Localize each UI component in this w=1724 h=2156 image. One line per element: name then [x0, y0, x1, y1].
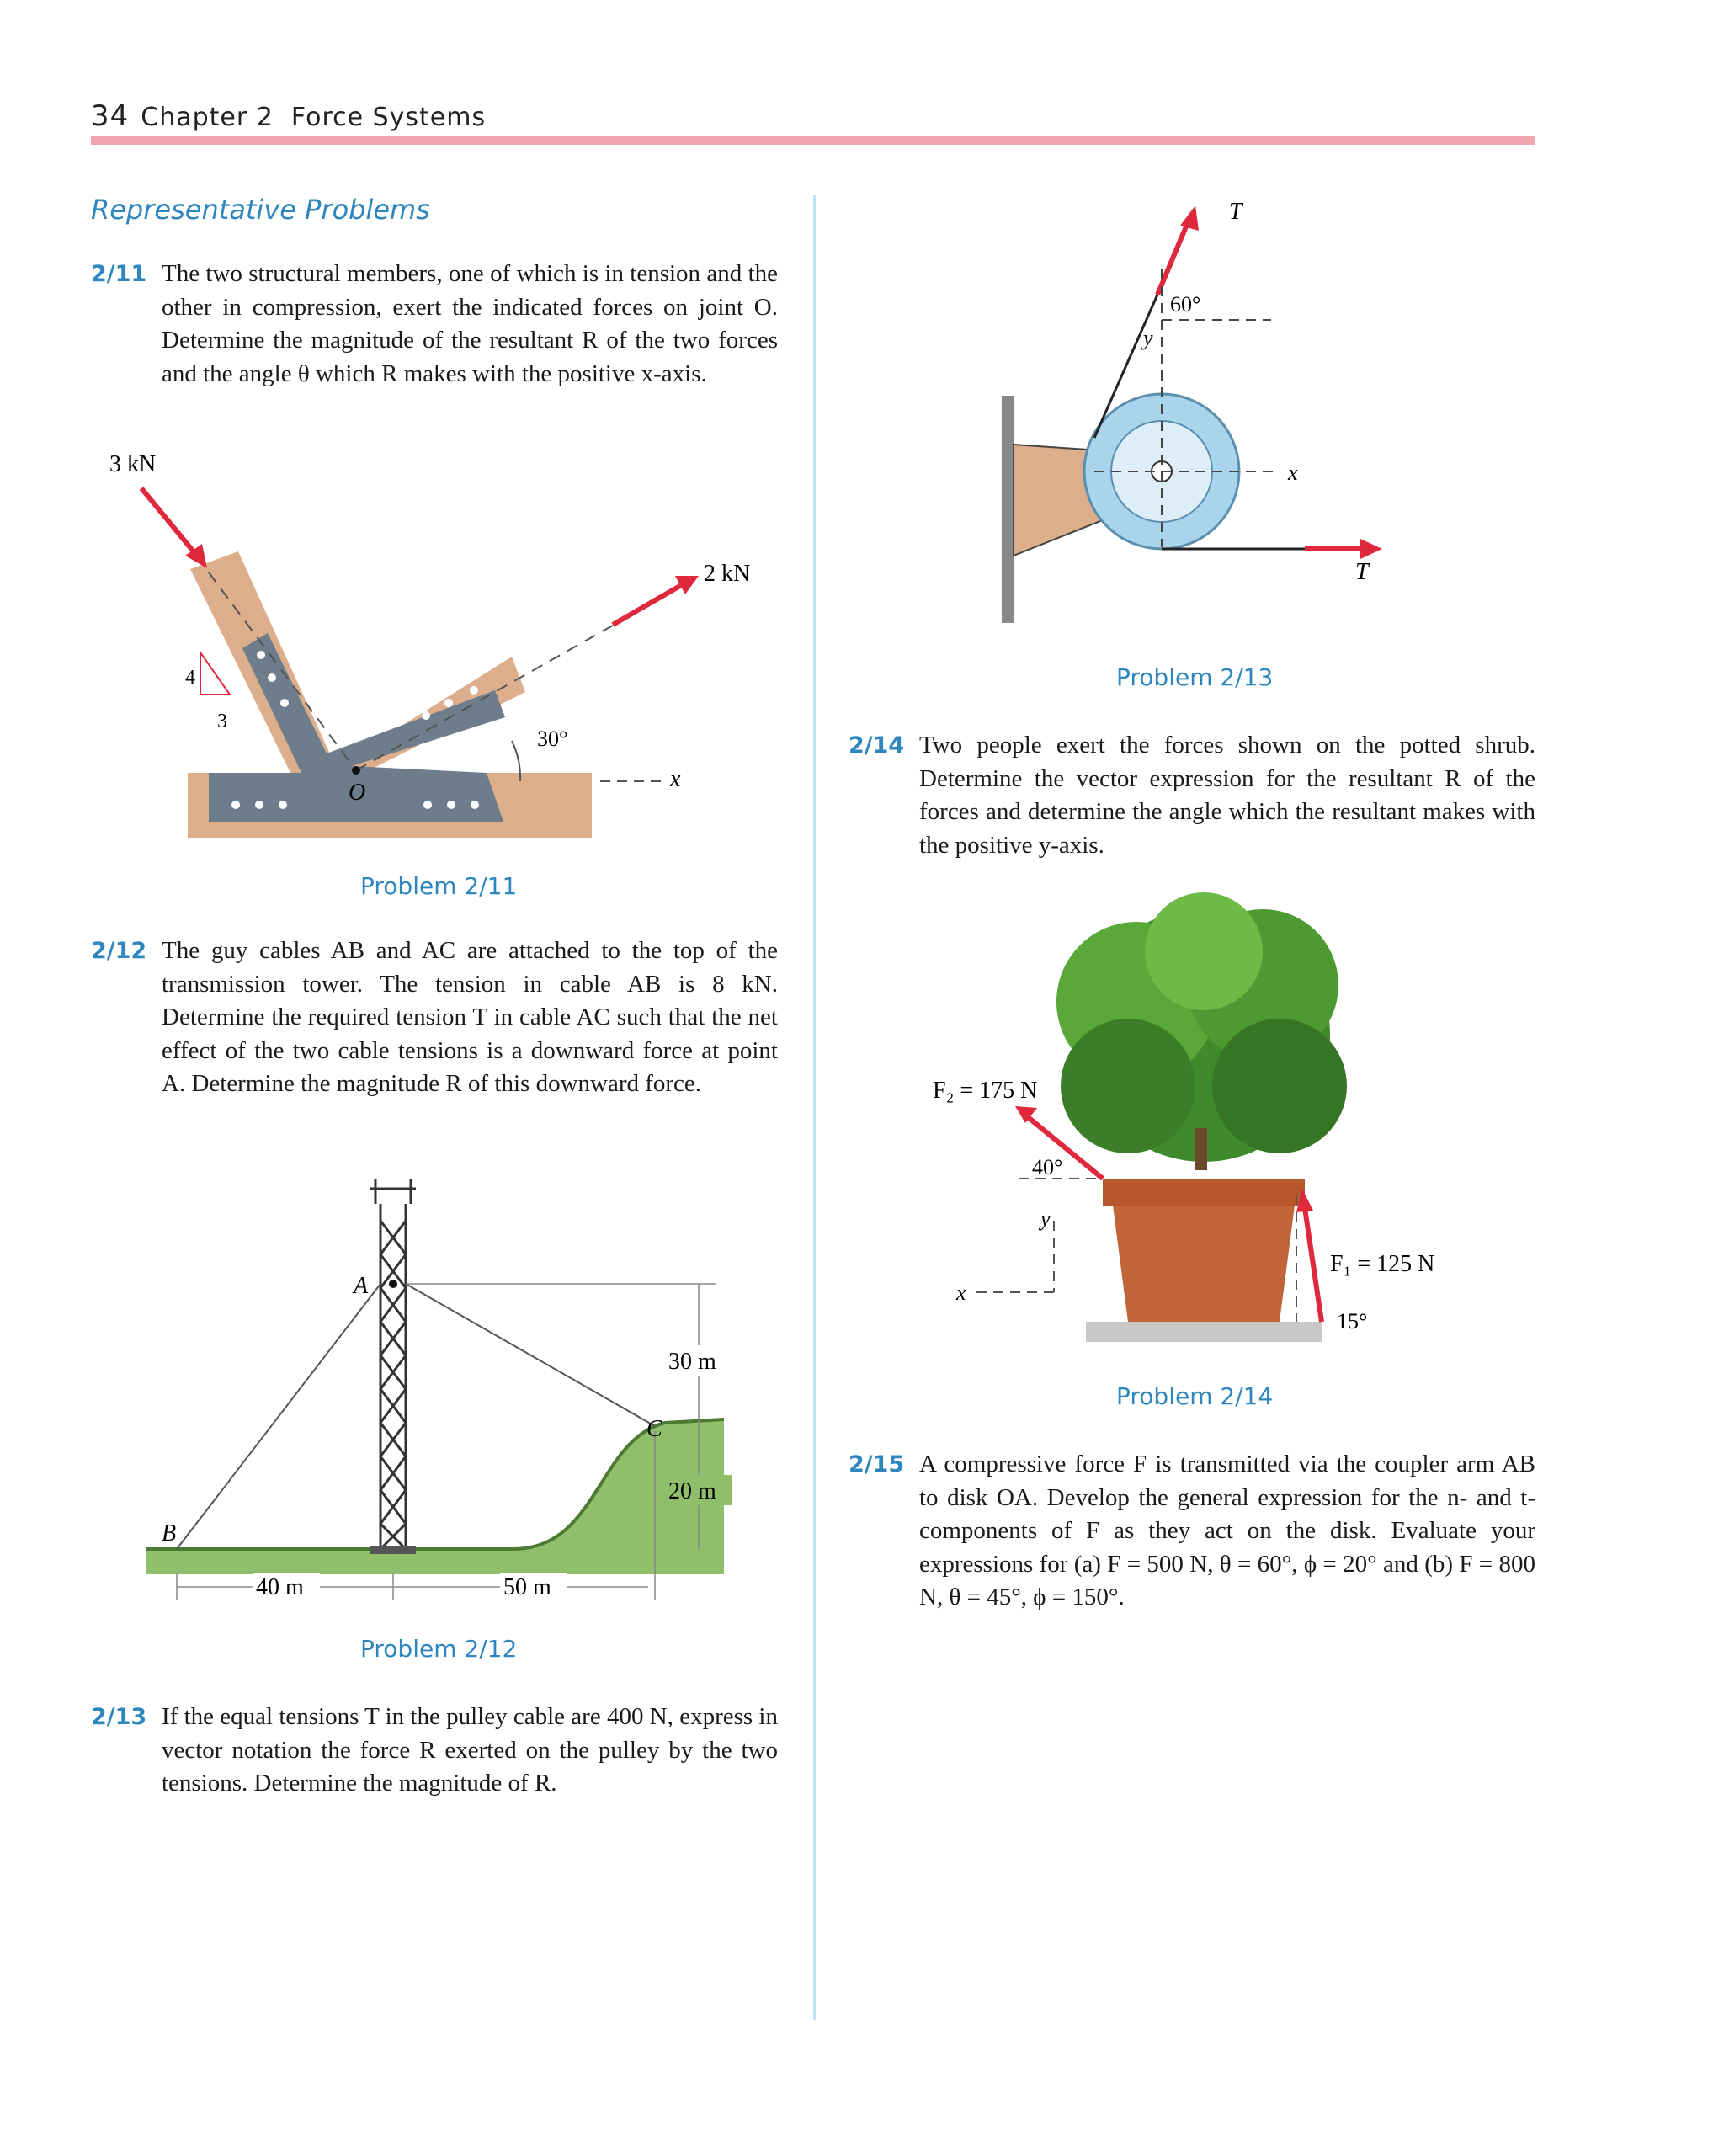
force-3kn-label: 3 kN — [109, 451, 157, 477]
point-b-label: B — [162, 1520, 177, 1546]
page-header — [91, 99, 486, 133]
force-2kn-arrow — [613, 583, 684, 625]
point-a-label: A — [354, 1273, 369, 1299]
force-2kn-label: 2 kN — [704, 561, 751, 587]
cable-ac — [406, 1284, 655, 1426]
cable-ab — [177, 1284, 380, 1549]
x-axis-label: x — [956, 1280, 966, 1305]
force-3kn-arrow — [141, 488, 200, 560]
problem-number: 2/15 — [849, 1451, 905, 1477]
tension-top-arrow — [1157, 221, 1189, 295]
header-rule — [91, 136, 1535, 145]
slope-rise-label: 4 — [185, 667, 195, 689]
dim-50m-label: 50 m — [503, 1574, 551, 1600]
tension-top-label: T — [1229, 199, 1242, 225]
problem-text: The guy cables AB and AC are attached to the top of the transmission tower. The tension in cable AB is 8 kN. Determine the required tension T in cable AC such that the net effect of the two cable tensions is a downward force at point A. Determine the magnitude R of this downward force. — [162, 937, 778, 1097]
problem-number: 2/11 — [91, 261, 147, 287]
point-o-label: O — [349, 780, 366, 806]
point-c-label: C — [646, 1416, 662, 1442]
point-a — [389, 1280, 397, 1288]
tower-base — [370, 1546, 416, 1554]
figure-2-13 — [993, 194, 1431, 631]
caption-2-13: Problem 2/13 — [1116, 663, 1274, 691]
tension-right-label: T — [1355, 559, 1369, 585]
problem-text: The two structural members, one of which is in tension and the other in compression, exert the indicated forces on joint O. Determine the magnitude of the resultant R of the two forces and the angle θ which R makes with the positive x-axis. — [162, 260, 778, 387]
figure-2-11 — [91, 446, 751, 867]
force-1-label: F₁ = 125 N — [1330, 1251, 1435, 1277]
section-title: Representative Problems — [91, 194, 430, 226]
column-divider — [813, 195, 816, 2020]
slope-run-label: 3 — [217, 711, 227, 732]
slope-triangle — [200, 652, 230, 695]
caption-2-11: Problem 2/11 — [360, 872, 518, 900]
shrub-foliage — [1056, 892, 1347, 1162]
wall — [1002, 396, 1014, 623]
angle-1-label: 15° — [1337, 1309, 1368, 1334]
pot-body — [1113, 1206, 1295, 1322]
terrain — [146, 1419, 724, 1574]
pot-surface — [1086, 1322, 1322, 1342]
dim-30m-label: 30 m — [668, 1349, 716, 1375]
point-o — [352, 766, 360, 775]
tension-top-arrowhead — [1180, 205, 1199, 231]
force-1-arrow — [1305, 1208, 1322, 1322]
dim-40m-label: 40 m — [256, 1574, 304, 1600]
figure-2-14 — [926, 884, 1482, 1355]
problem-number: 2/14 — [849, 732, 905, 759]
angle-label: 60° — [1170, 292, 1201, 317]
problem-text: If the equal tensions T in the pulley cable are 400 N, express in vector notation the force R exerted on the pulley by the two tensions. Determine the magnitude of R. — [162, 1703, 778, 1797]
problem-text: Two people exert the forces shown on the potted shrub. Determine the vector expression for the resultant R of the forces and determine the angle which the resultant makes with the positive y-axis. — [919, 732, 1535, 859]
angle-label: 30° — [537, 727, 568, 751]
figure-2-12 — [126, 1162, 749, 1600]
caption-2-14: Problem 2/14 — [1116, 1382, 1274, 1410]
problem-number: 2/13 — [91, 1704, 147, 1730]
tension-right-arrowhead — [1360, 539, 1382, 559]
tower — [370, 1179, 416, 1549]
centerline-right — [356, 623, 617, 770]
shrub-trunk — [1195, 1128, 1207, 1170]
x-axis-label: x — [1288, 460, 1298, 485]
dim-20m-label: 20 m — [668, 1478, 716, 1504]
x-axis-label: x — [670, 766, 681, 792]
problem-text: A compressive force F is transmitted via the coupler arm AB to disk OA. Develop the general expression for the n- and t-components of F as they act on the disk. Evaluate your expressions for (a) F = 500 N, θ = 60°, ϕ = 20° and (b) F = 800 N, θ = 45°, ϕ = 150°. — [919, 1451, 1535, 1610]
page-number: 34 — [91, 99, 130, 133]
caption-2-12: Problem 2/12 — [360, 1635, 518, 1663]
y-axis-label: y — [1143, 326, 1153, 350]
chapter-title: Chapter 2 Force Systems — [141, 103, 487, 132]
force-2-label: F₂ = 175 N — [933, 1078, 1038, 1104]
pot-rim — [1103, 1179, 1305, 1206]
angle-2-label: 40° — [1032, 1155, 1063, 1179]
y-axis-label: y — [1040, 1206, 1051, 1231]
problem-number: 2/12 — [91, 938, 147, 964]
